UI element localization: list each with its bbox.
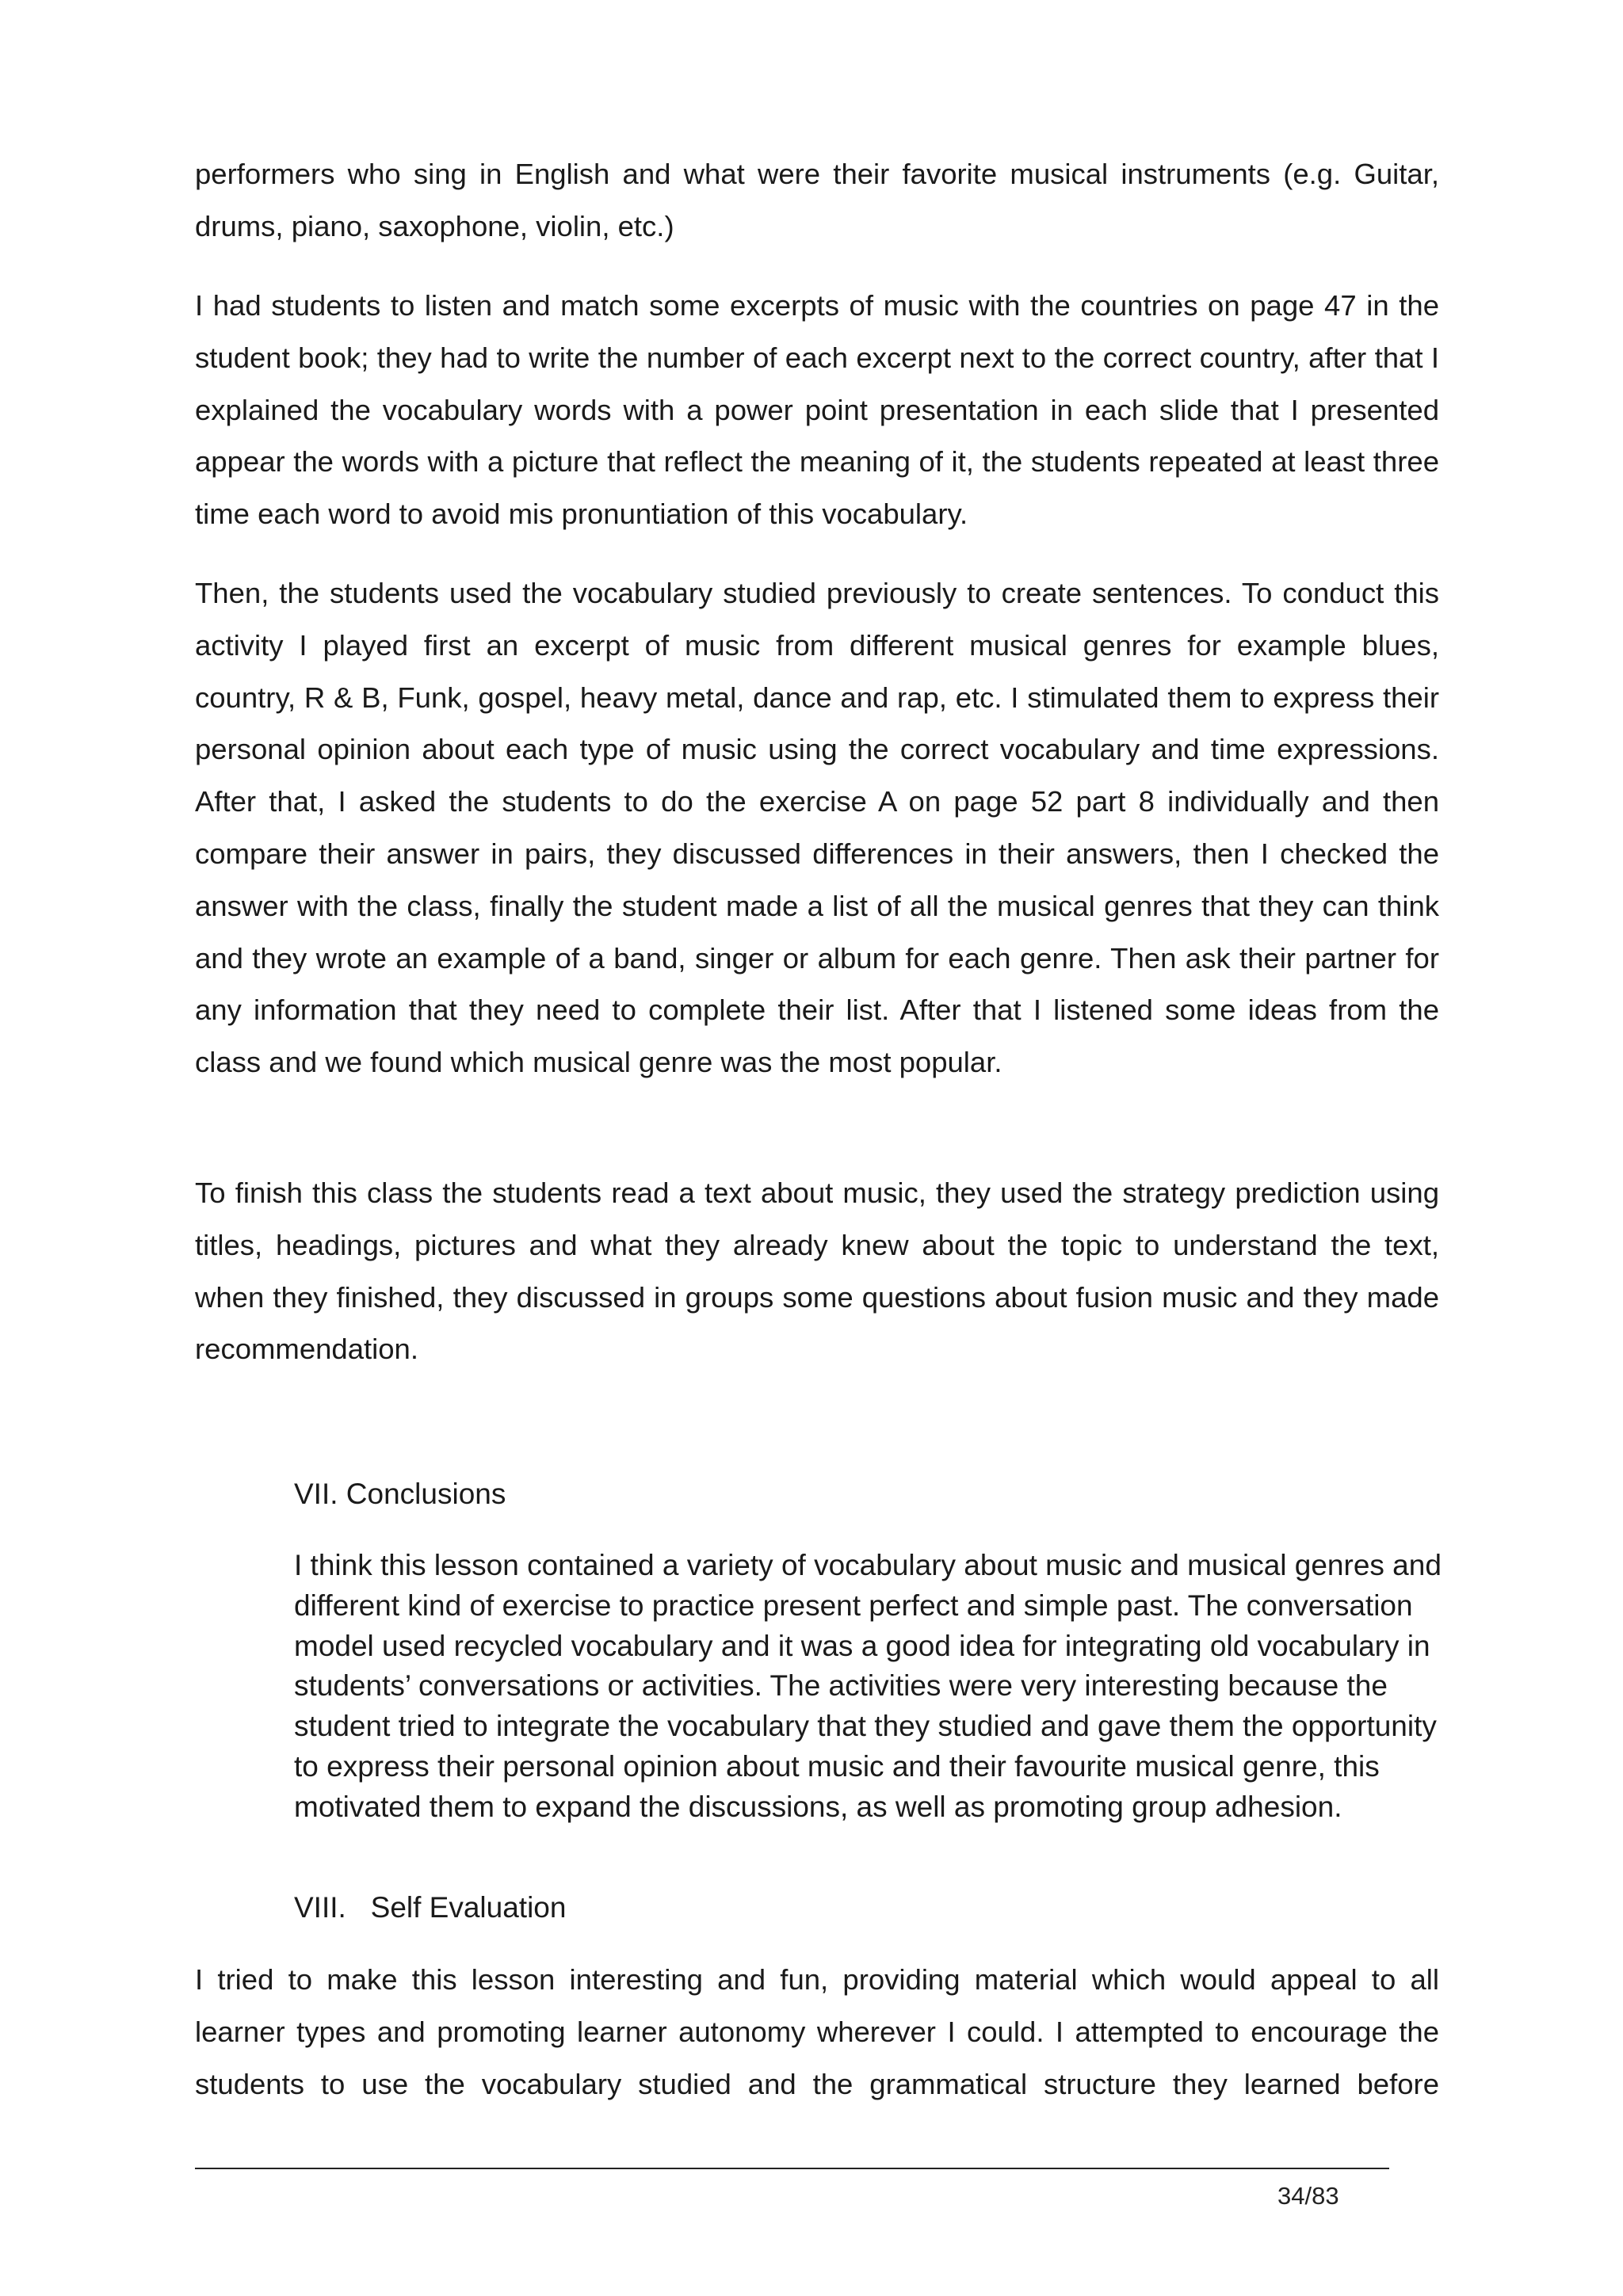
self-evaluation-text: I tried to make this lesson interesting and fun, providing material which would appeal to all learner types and promoting learner autonomy wherever I could. I attempted to encourage the students to use the vocabulary studied and the grammatical structure they learned before (195, 1963, 1439, 2100)
page-number: 34/83 (1277, 2182, 1339, 2210)
paragraph-instruments: performers who sing in English and what were their favorite musical instruments (e.g. Guitar, drums, piano, saxophone, violin, etc.) (195, 158, 1439, 242)
footer-rule (195, 2168, 1389, 2169)
paragraph-vocabulary-activity: Then, the students used the vocabulary studied previously to create sentences. To conduct this activity I played first an excerpt of music from different musical genres for example blues, country, R & B, Funk, gospel, heavy metal, dance and rap, etc. I stimulated them to express their personal opinion about each type of music using the correct vocabulary and time expressions. After that, I asked the students to do the exercise A on page 52 part 8 individually and then compare their answer in pairs, they discussed differences in their answers, then I checked the answer with the class, finally the student made a list of all the musical genres that they can think and they wrote an example of a band, singer or album for each genre. Then ask their partner for any information that they need to complete their list. After that I listened some ideas from the class and we found which musical genre was the most popular. (195, 577, 1439, 1079)
paragraph-reading-activity: To finish this class the students read a text about music, they used the strategy prediction using titles, headings, pictures and what they already knew about the topic to understand the text, when they finished, they discussed in groups some questions about fusion music and they made recommendation. (195, 1177, 1439, 1366)
conclusions-text: I think this lesson contained a variety of vocabulary about music and musical genres and different kind of exercise to practice present perfect and simple past. The conversation model used recycled vocabulary and it was a good idea for integrating old vocabulary in students’ conversations or activities. The activities were very interesting because the student tried to integrate the vocabulary that they studied and gave them the opportunity to express their personal opinion about music and their favourite musical genre, this motivated them to expand the discussions, as well as promoting group adhesion. (294, 1549, 1442, 1823)
self-evaluation-heading: VIII. Self Evaluation (294, 1891, 567, 1924)
conclusions-heading: VII. Conclusions (294, 1478, 506, 1510)
paragraph-listening-activity: I had students to listen and match some excerpts of music with the countries on page 47 in the student book; they had to write the number of each excerpt next to the correct country, after that I explained the vocabulary words with a power point presentation in each slide that I presented appear the words with a picture that reflect the meaning of it, the students repeated at least three time each word to avoid mis pronuntiation of this vocabulary. (195, 289, 1439, 531)
